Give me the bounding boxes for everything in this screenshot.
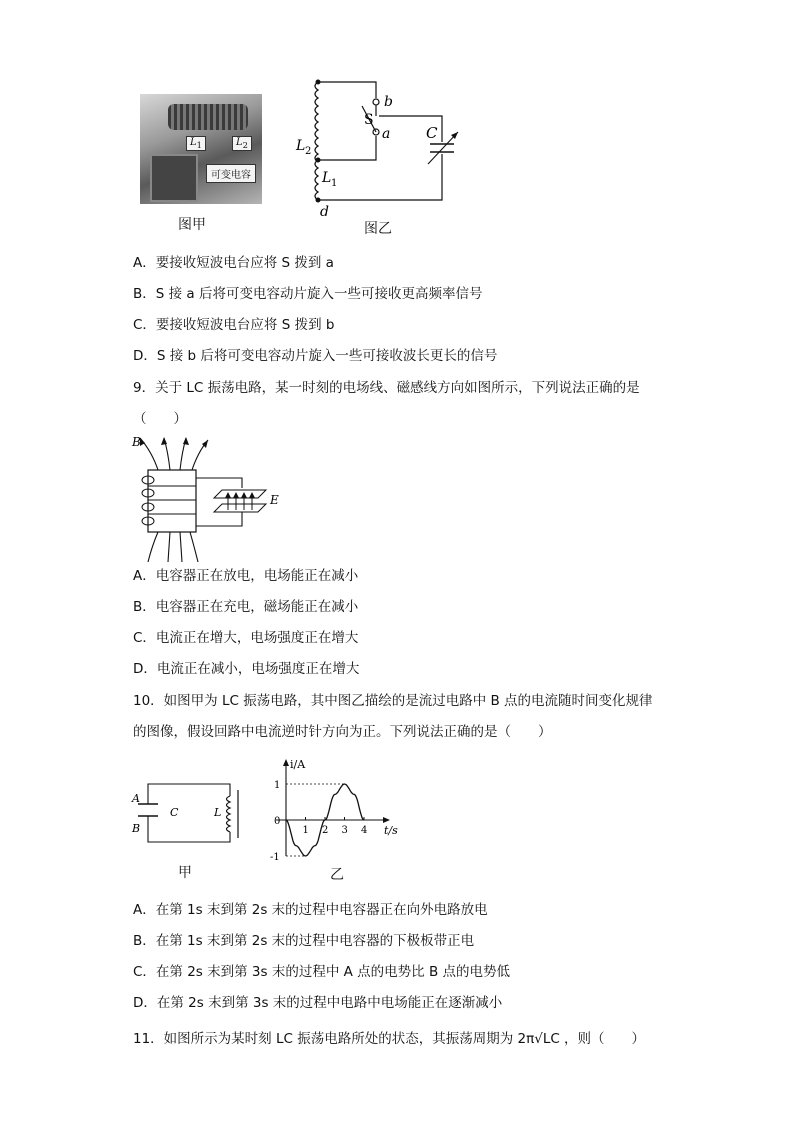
label-l2: L (296, 138, 306, 154)
x-tick-label: 3 (341, 825, 348, 836)
q10-current-chart (266, 756, 416, 862)
q8-option-a: A．要接收短波电台应将 S 拨到 a (133, 255, 334, 271)
y-tick-label: -1 (270, 852, 280, 862)
q9-label-b: B (132, 435, 141, 449)
photo-label-l2: $L_2$ (232, 136, 252, 151)
q9-label-e: E (270, 493, 279, 507)
photo-label-l1: $L_1$ (186, 136, 206, 151)
capacitor-image (150, 154, 198, 202)
label-l1: L (322, 170, 332, 186)
q10-caption-yi: 乙 (330, 867, 344, 883)
svg-text:L: L (214, 806, 222, 819)
y-tick-label: 0 (274, 816, 281, 827)
q9-figure (130, 432, 290, 564)
q11-stem: 11．如图所示为某时刻 LC 振荡电路所处的状态，其振荡周期为 2π√LC ，则（ ） (133, 1031, 646, 1047)
label-d: d (320, 204, 329, 220)
inductor-l (227, 796, 231, 832)
q10-option-b: B．在第 1s 末到第 2s 末的过程中电容器的下极板带正电 (133, 933, 475, 949)
label-b: b (384, 94, 393, 110)
label-s: S (364, 112, 374, 128)
q9-stem: 9．关于 LC 振荡电路，某一时刻的电场线、磁感线方向如图所示，下列说法正确的是 (133, 380, 640, 396)
q9-option-d: D．电流正在减小，电场强度正在增大 (133, 661, 360, 677)
label-c: C (426, 124, 438, 142)
coil-l1 (315, 160, 318, 200)
q10-option-a: A．在第 1s 末到第 2s 末的过程中电容器正在向外电路放电 (133, 902, 488, 918)
y-axis-label: i/A (290, 758, 306, 771)
terminal-b (373, 99, 379, 105)
radio-photo (140, 94, 262, 204)
q8-option-c: C．要接收短波电台应将 S 拨到 b (133, 317, 335, 333)
label-l2-sub: 2 (305, 146, 312, 157)
svg-text:A: A (132, 792, 140, 805)
label-l1-sub: 1 (331, 178, 338, 189)
q9-blank: （ ） (133, 411, 187, 427)
q10-stem-line1: 10．如图甲为 LC 振荡电路，其中图乙描绘的是流过电路中 B 点的电流随时间变化规律 (133, 693, 653, 709)
q9-option-a: A．电容器正在放电，电场能正在减小 (133, 568, 359, 584)
q10-stem-line2: 的图像，假设回路中电流逆时针方向为正。下列说法正确的是（ ） (133, 724, 552, 740)
x-axis-label: t/s (384, 824, 398, 837)
svg-text:B: B (132, 822, 141, 835)
coil-image (168, 104, 248, 130)
coil-l2 (315, 82, 318, 162)
svg-text:C: C (170, 806, 179, 819)
label-a: a (382, 126, 391, 142)
q9-option-b: B．电容器正在充电，磁场能正在减小 (133, 599, 359, 615)
x-tick-label: 1 (302, 825, 309, 836)
q10-caption-jia: 甲 (178, 865, 192, 881)
q10-option-d: D．在第 2s 末到第 3s 末的过程中电路中电场能正在逐渐减小 (133, 995, 503, 1011)
x-tick-label: 4 (361, 825, 368, 836)
q8-option-d: D．S 接 b 后将可变电容动片旋入一些可接收波长更长的信号 (133, 348, 498, 364)
photo-label-varcap: 可变电容 (206, 164, 256, 183)
q10-circuit-jia (130, 776, 250, 848)
q9-option-c: C．电流正在增大，电场强度正在增大 (133, 630, 359, 646)
circuit-diagram-yi (290, 72, 470, 220)
q10-option-c: C．在第 2s 末到第 3s 末的过程中 A 点的电势比 B 点的电势低 (133, 964, 510, 980)
y-tick-label: 1 (274, 780, 281, 791)
circuit-caption: 图乙 (364, 221, 392, 237)
q8-option-b: B．S 接 a 后将可变电容动片旋入一些可接收更高频率信号 (133, 286, 483, 302)
x-tick-label: 2 (322, 825, 329, 836)
photo-caption: 图甲 (178, 217, 206, 233)
